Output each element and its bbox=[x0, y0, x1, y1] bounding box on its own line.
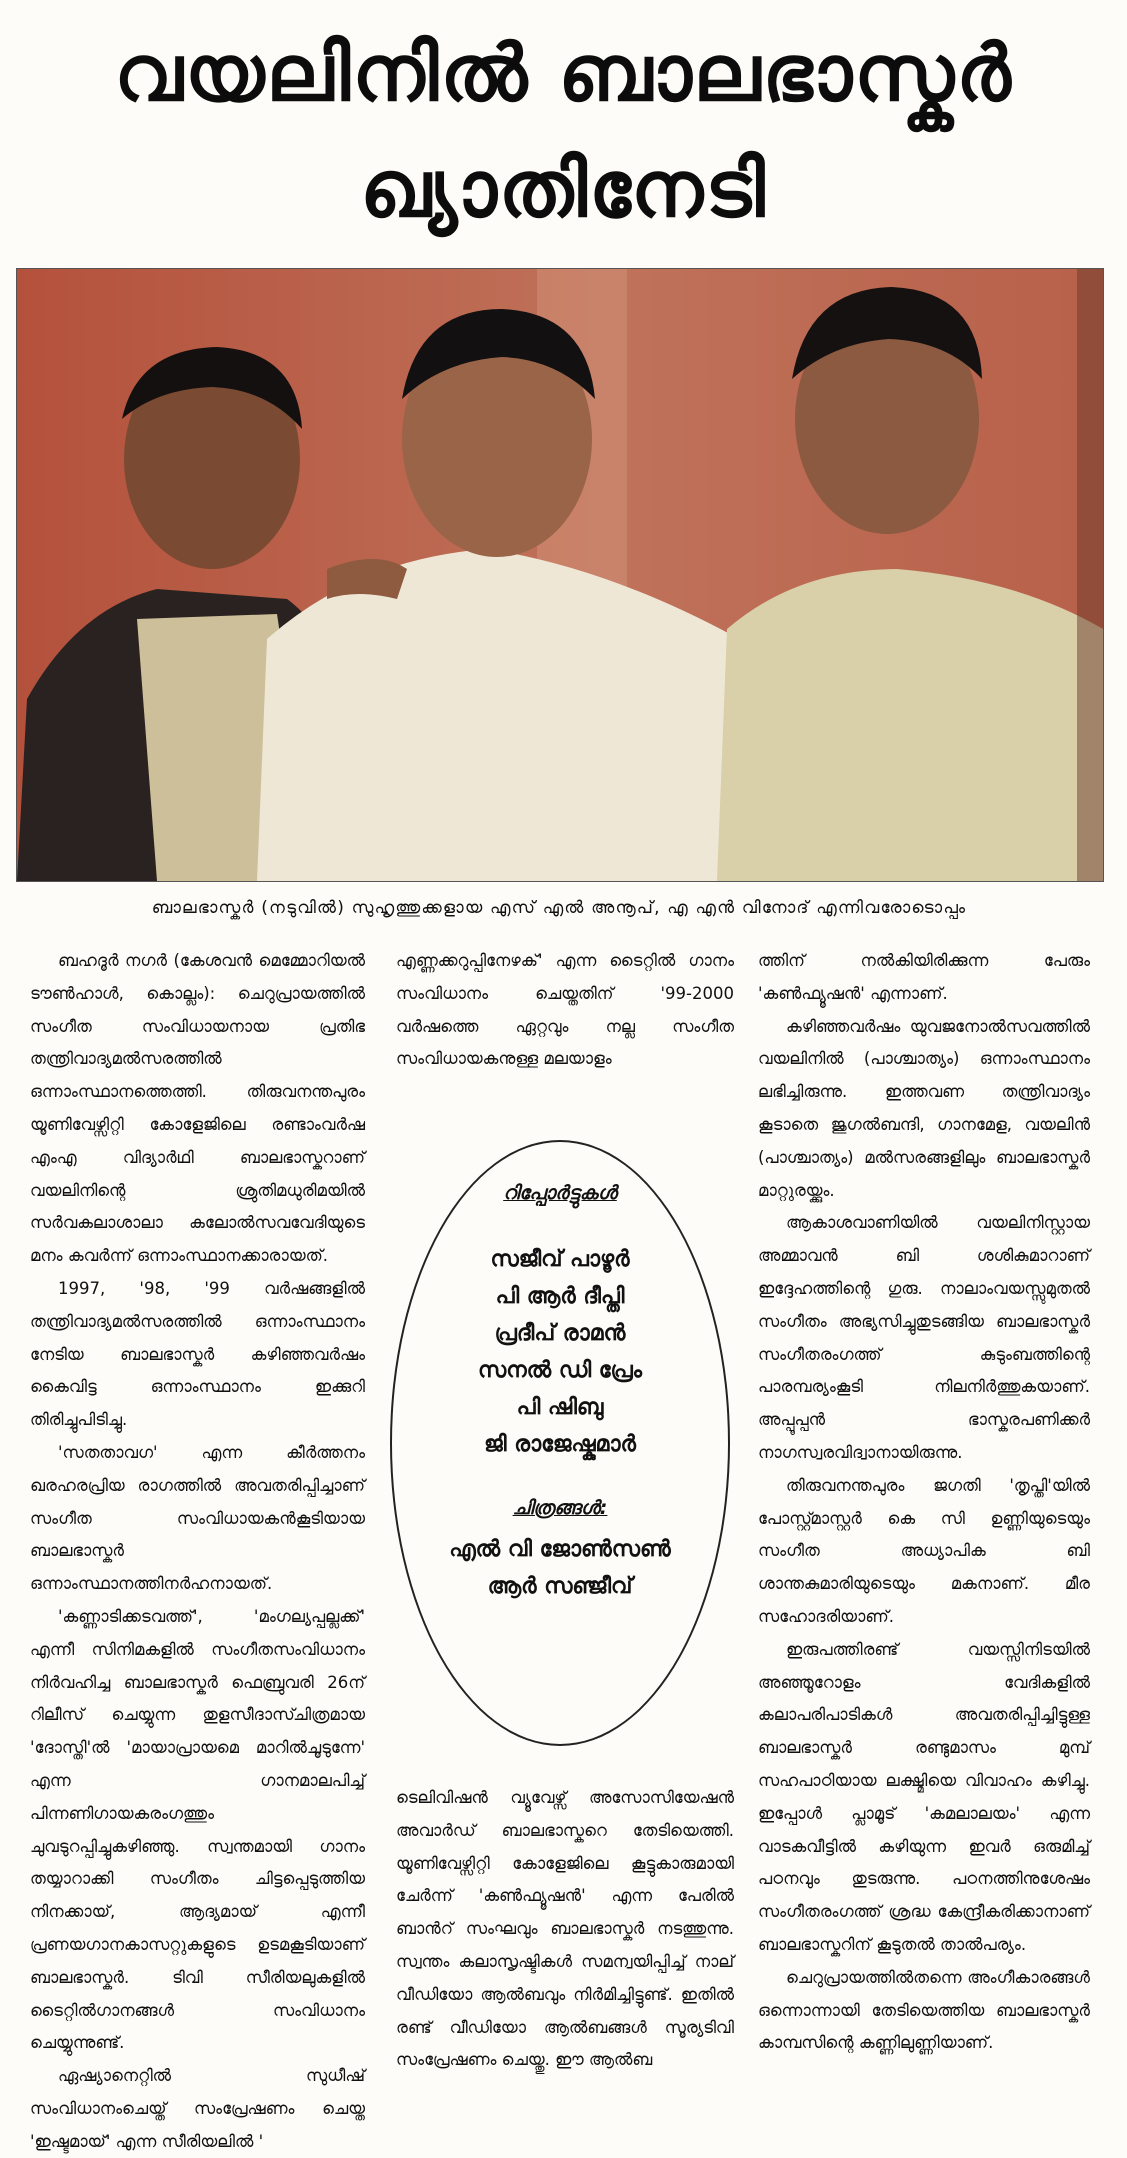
paragraph: 1997, '98, '99 വർഷങ്ങളിൽ തന്ത്രിവാദ്യമൽസരത്തിൽ ഒന്നാംസ്ഥാനം നേടിയ ബാലഭാസ്കർ കഴിഞ്ഞവർഷം കൈവിട്ട ഒന്നാംസ്ഥാനം ഇക്കുറി തിരിച്ചുപിടിച്ചു. bbox=[30, 1278, 365, 1430]
paragraph: തിരുവനന്തപുരം ജഗതി 'തൃപ്തി'യിൽ പോസ്റ്റ്മാസ്റ്റർ കെ സി ഉണ്ണിയുടെയും സംഗീത അധ്യാപിക ബി ശാന്തകുമാരിയുടെയും മകനാണ്. മീര സഹോദരിയാണ്. bbox=[758, 1475, 1090, 1626]
reporter-name: പി ഷിബു bbox=[516, 1395, 604, 1420]
paragraph: ചെറുപ്രായത്തിൽതന്നെ അംഗീകാരങ്ങൾ ഒന്നൊന്നായി തേടിയെത്തിയ ബാലഭാസ്കർ കാമ്പസിന്റെ കണ്ണിലുണ്ണിയാണ്. bbox=[758, 1967, 1090, 2053]
paragraph: 'സതതാവഗ' എന്ന കീർത്തനം ഖരഹരപ്രിയ രാഗത്തിൽ അവതരിപ്പിച്ചാണ് സംഗീത സംവിധായകൻകൂടിയായ ബാലഭാസ്കർ ഒന്നാംസ്ഥാനത്തിനർഹനായത്. bbox=[30, 1442, 365, 1594]
reporter-name: പ്രദീപ് രാമൻ bbox=[494, 1321, 626, 1346]
paragraph: കഴിഞ്ഞവർഷം യുവജനോൽസവത്തിൽ വയലിനിൽ (പാശ്ചാത്യം) ഒന്നാംസ്ഥാനം ലഭിച്ചിരുന്നു. ഇത്തവണ തന്ത്രിവാദ്യം കൂടാതെ ജുഗൽബന്ദി, ഗാനമേള, വയലിൻ (പാശ്ചാത്യം) മൽസരങ്ങളിലും ബാലഭാസ്കർ മാറ്റുരയ്ക്കും. bbox=[758, 1016, 1090, 1200]
article-column-3 bbox=[758, 945, 1090, 2060]
article-column-2-bottom bbox=[396, 1782, 734, 2077]
paragraph: ത്തിന് നൽകിയിരിക്കുന്ന പേരും 'കൺഫ്യൂഷൻ' എന്നാണ്. bbox=[758, 951, 1090, 1003]
photographer-name: ആർ സഞ്ജീവ് bbox=[487, 1574, 633, 1599]
reporter-name: ജി രാജേഷ്കുമാർ bbox=[484, 1432, 636, 1457]
reporters-heading: റിപ്പോർട്ടുകൾ bbox=[503, 1182, 617, 1204]
photographer-name: എൽ വി ജോൺസൺ bbox=[449, 1537, 671, 1562]
reporter-name: സജീവ് പാഴൂർ bbox=[490, 1247, 630, 1272]
news-photo bbox=[16, 268, 1104, 882]
headline-line-1: വയലിനിൽ ബാലഭാസ്കർ bbox=[114, 29, 1013, 119]
article-column-2-top bbox=[396, 945, 734, 1076]
photo-caption: ബാലഭാസ്കർ (നടുവിൽ) സുഹൃത്തുക്കളായ എസ് എൽ അനൂപ്, എ എൻ വിനോദ് എന്നിവരോടൊപ്പം bbox=[151, 898, 967, 918]
paragraph: ആകാശവാണിയിൽ വയലിനിസ്റ്റായ അമ്മാവൻ ബി ശശികുമാറാണ് ഇദ്ദേഹത്തിന്റെ ഗുരു. നാലാംവയസ്സുമുതൽ സംഗീതം അഭ്യസിച്ചുതുടങ്ങിയ ബാലഭാസ്കർ സംഗീതരംഗത്ത് കുടുംബത്തിന്റെ പാരമ്പര്യംകൂടി നിലനിർത്തുകയാണ്. അപ്പൂപ്പൻ ഭാസ്കരപണിക്കർ നാഗസ്വരവിദ്വാനായിരുന്നു. bbox=[758, 1213, 1090, 1462]
paragraph: ഇരുപത്തിരണ്ട് വയസ്സിനിടയിൽ അഞ്ഞൂറോളം വേദികളിൽ കലാപരിപാടികൾ അവതരിപ്പിച്ചിട്ടുള്ള ബാലഭാസ്കർ രണ്ടുമാസം മുമ്പ് സഹപാഠിയായ ലക്ഷ്മിയെ വിവാഹം കഴിച്ചു. ഇപ്പോൾ പ്ലാമൂട് 'കമലാലയം' എന്ന വാടകവീട്ടിൽ കഴിയുന്ന ഇവർ ഒരുമിച്ച് പഠനവും തുടരുന്നു. പഠനത്തിനുശേഷം സംഗീതരംഗത്ത് ശ്രദ്ധ കേന്ദ്രീകരിക്കാനാണ് ബാലഭാസ്കറിന് കൂടുതൽ താൽപര്യം. bbox=[758, 1639, 1090, 1954]
credits-box bbox=[390, 1140, 730, 1746]
paragraph: ഏഷ്യാനെറ്റിൽ സുധീഷ് സംവിധാനംചെയ്ത് സംപ്രേഷണം ചെയ്ത 'ഇഷ്ടമായ്' എന്ന സീരിയലിൽ ' bbox=[30, 2066, 365, 2151]
reporter-name: പി ആർ ദീപ്തി bbox=[495, 1284, 625, 1309]
paragraph: എണ്ണക്കറുപ്പിനേഴക്' എന്ന ടൈറ്റിൽ ഗാനം സംവിധാനം ചെയ്തതിന് '99-2000 വർഷത്തെ ഏറ്റവും നല്ല സംഗീത സംവിധായകനുള്ള മലയാളം bbox=[396, 951, 734, 1069]
photos-heading: ചിത്രങ്ങൾ: bbox=[512, 1497, 608, 1519]
paragraph: ബഹദൂർ നഗർ (കേശവൻ മെമ്മോറിയൽ ടൗൺഹാൾ, കൊല്ലം): ചെറുപ്രായത്തിൽ സംഗീത സംവിധായനായ പ്രതിഭ തന്ത്രിവാദ്യമൽസരത്തിൽ ഒന്നാംസ്ഥാനത്തെത്തി. തിരുവനന്തപുരം യൂണിവേഴ്സിറ്റി കോളേജിലെ രണ്ടാംവർഷ എംഎ വിദ്യാർഥി ബാലഭാസ്കറാണ് വയലിനിന്റെ ശ്രുതിമധുരിമയിൽ സർവകലാശാലാ കലോൽസവവേദിയുടെ മനം കവർന്ന് ഒന്നാംസ്ഥാനക്കാരായത്. bbox=[30, 951, 365, 1266]
paragraph: ടെലിവിഷൻ വ്യൂവേഴ്സ് അസോസിയേഷൻ അവാർഡ് ബാലഭാസ്കറെ തേടിയെത്തി. യൂണിവേഴ്സിറ്റി കോളേജിലെ കൂട്ടുകാരുമായി ചേർന്ന് 'കൺഫ്യൂഷൻ' എന്ന പേരിൽ ബാൻറ് സംഘവും ബാലഭാസ്കർ നടത്തുന്നു. സ്വന്തം കലാസൃഷ്ടികൾ സമന്വയിപ്പിച്ച് നാല് വീഡിയോ ആൽബവും നിർമിച്ചിട്ടുണ്ട്. ഇതിൽ രണ്ട് വീഡിയോ ആൽബങ്ങൾ സൂര്യടിവി സംപ്രേഷണം ചെയ്തു. ഈ ആൽബ bbox=[396, 1788, 734, 2070]
paragraph: 'കണ്ണാടിക്കടവത്ത്', 'മംഗല്യപ്പല്ലക്ക്' എന്നീ സിനിമകളിൽ സംഗീതസംവിധാനം നിർവഹിച്ച ബാലഭാസ്കർ ഫെബ്രുവരി 26ന് റിലീസ് ചെയ്യുന്ന തുളസീദാസ്ചിത്രമായ 'ദോസ്തി'ൽ 'മായാപ്രായമെ മാറിൽചൂടുന്നേ' എന്ന ഗാനമാലപിച്ച് പിന്നണിഗായകരംഗത്തും ചുവടുറപ്പിച്ചുകഴിഞ്ഞു. സ്വന്തമായി ഗാനം തയ്യാറാക്കി സംഗീതം ചിട്ടപ്പെടുത്തിയ നിനക്കായ്, ആദ്യമായ് എന്നീ പ്രണയഗാനകാസറ്റുകളുടെ ഉടമകൂടിയാണ് ബാലഭാസ്കർ. ടിവി സീരിയലുകളിൽ ടൈറ്റിൽഗാനങ്ങൾ സംവിധാനം ചെയ്യുന്നുണ്ട്. bbox=[30, 1606, 365, 2053]
article-column-1 bbox=[30, 945, 365, 2158]
headline-line-2: ഖ്യാതിനേടി bbox=[360, 145, 767, 235]
reporter-name: സനൽ ഡി പ്രേം bbox=[478, 1358, 642, 1383]
photo-three-men-icon bbox=[17, 269, 1103, 881]
